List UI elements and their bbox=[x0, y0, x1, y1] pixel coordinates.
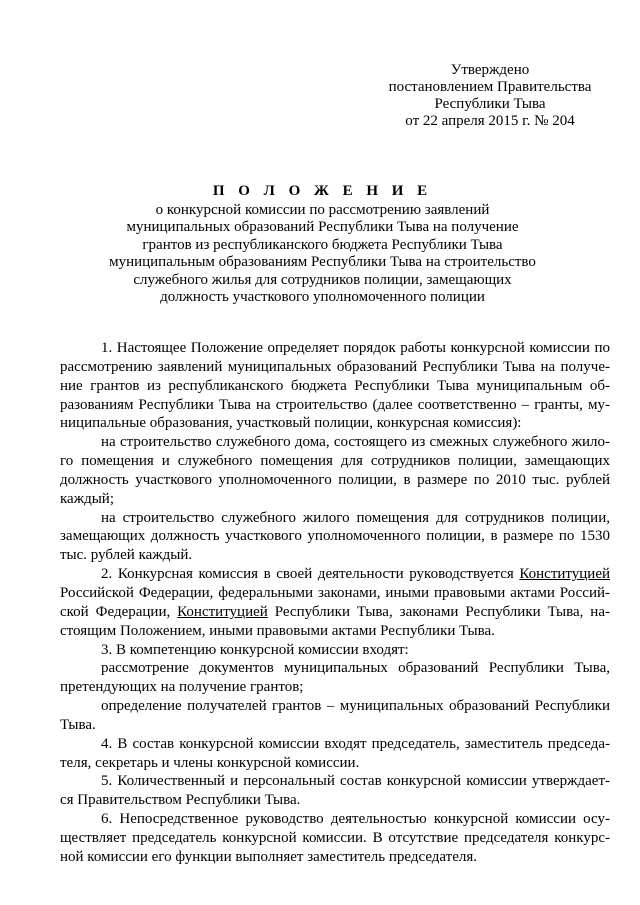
constitution-link[interactable]: Конституцией bbox=[519, 566, 610, 583]
paragraph-line: ществляет председатель конкурсной комиссии. В отсутствие председателя конкурс- bbox=[60, 829, 610, 846]
subtitle-line: служебного жилья для сотрудников полиции, замещающих bbox=[133, 271, 512, 288]
paragraph-line: на строительство служебного жилого помещения для сотрудников полиции, bbox=[101, 509, 610, 526]
paragraph-text: 2. Конкурсная комиссия в своей деятельности руководствуется bbox=[101, 566, 520, 583]
subtitle-line: должность участкового уполномоченного полиции bbox=[160, 289, 485, 306]
subtitle-line: муниципальных образований Республики Тыва на получение bbox=[126, 219, 519, 236]
paragraph-line: ной комиссии его функции выполняет заместитель председателя. bbox=[60, 848, 478, 865]
paragraph-line: рассмотрение документов муниципальных образований Республики Тыва, bbox=[101, 660, 610, 677]
paragraph-line: рассмотрению заявлений муниципальных образований Республики Тыва на получе- bbox=[60, 358, 610, 375]
document-heading bbox=[40, 180, 605, 306]
paragraph-line: 5. Количественный и персональный состав конкурсной комиссии утверждает- bbox=[101, 773, 610, 790]
paragraph-line bbox=[60, 565, 610, 584]
paragraph-line: 3. В компетенцию конкурсной комиссии входят: bbox=[101, 641, 409, 658]
paragraph-line: тыс. рублей каждый. bbox=[60, 547, 193, 564]
paragraph-text: ской Федерации, bbox=[60, 603, 178, 620]
paragraph-line: 6. Непосредственное руководство деятельностью конкурсной комиссии осу- bbox=[101, 811, 610, 828]
approval-line: постановлением Правительства bbox=[388, 79, 592, 95]
approval-line: от 22 апреля 2015 г. № 204 bbox=[405, 113, 575, 129]
constitution-link[interactable]: Конституцией bbox=[177, 603, 268, 620]
paragraph-line: Российской Федерации, федеральными законами, иными правовыми актами Россий- bbox=[60, 584, 610, 601]
paragraph-line: определение получателей грантов – муниципальных образований Республики bbox=[101, 698, 610, 715]
paragraph-line bbox=[60, 603, 610, 622]
paragraph-line: 4. В состав конкурсной комиссии входят председатель, заместитель председа- bbox=[101, 735, 610, 752]
paragraph-line: 1. Настоящее Положение определяет порядок работы конкурсной комиссии по bbox=[101, 340, 610, 356]
subtitle-line: о конкурсной комиссии по рассмотрению заявлений bbox=[155, 202, 490, 218]
paragraph-line: стоящим Положением, иными правовыми актами Республики Тыва. bbox=[60, 622, 495, 639]
subtitle-line: муниципальным образованиям Республики Тыва на строительство bbox=[109, 254, 536, 271]
approval-stamp bbox=[380, 62, 600, 130]
paragraph-line: ниципальные образования, участковый полиции, конкурсная комиссия): bbox=[60, 415, 522, 432]
paragraph-line: претендующих на получение грантов; bbox=[60, 679, 304, 696]
paragraph-line: теля, секретарь и члены конкурсной комиссии. bbox=[60, 754, 360, 771]
document-subtitle bbox=[40, 202, 605, 306]
paragraph-line: разованиям Республики Тыва на строительство (далее соответственно – гранты, му- bbox=[60, 396, 610, 413]
paragraph-line: каждый; bbox=[60, 490, 114, 507]
paragraph-line: ние грантов из республиканского бюджета Республики Тыва муниципальным об- bbox=[60, 377, 610, 394]
paragraph-line: Тыва. bbox=[60, 716, 96, 733]
paragraph-line: ся Правительством Республики Тыва. bbox=[60, 792, 301, 809]
paragraph-text: Республики Тыва, законами Республики Тыва, на- bbox=[267, 603, 610, 620]
approval-line: Республики Тыва bbox=[434, 96, 546, 112]
document-body bbox=[60, 339, 610, 867]
paragraph-line: должность участкового уполномоченного полиции, в размере по 2010 тыс. рублей bbox=[60, 471, 610, 488]
document-title: П О Л О Ж Е Н И Е bbox=[212, 183, 433, 199]
paragraph-line: го помещения и служебного помещения для сотрудников полиции, замещающих bbox=[60, 453, 610, 470]
paragraph-line: на строительство служебного дома, состоящего из смежных служебного жило- bbox=[101, 434, 610, 451]
paragraph-line: замещающих должность участкового уполномоченного полиции, в размере по 1530 bbox=[60, 528, 610, 545]
subtitle-line: грантов из республиканского бюджета Республики Тыва bbox=[142, 236, 503, 253]
approval-line: Утверждено bbox=[450, 62, 530, 78]
